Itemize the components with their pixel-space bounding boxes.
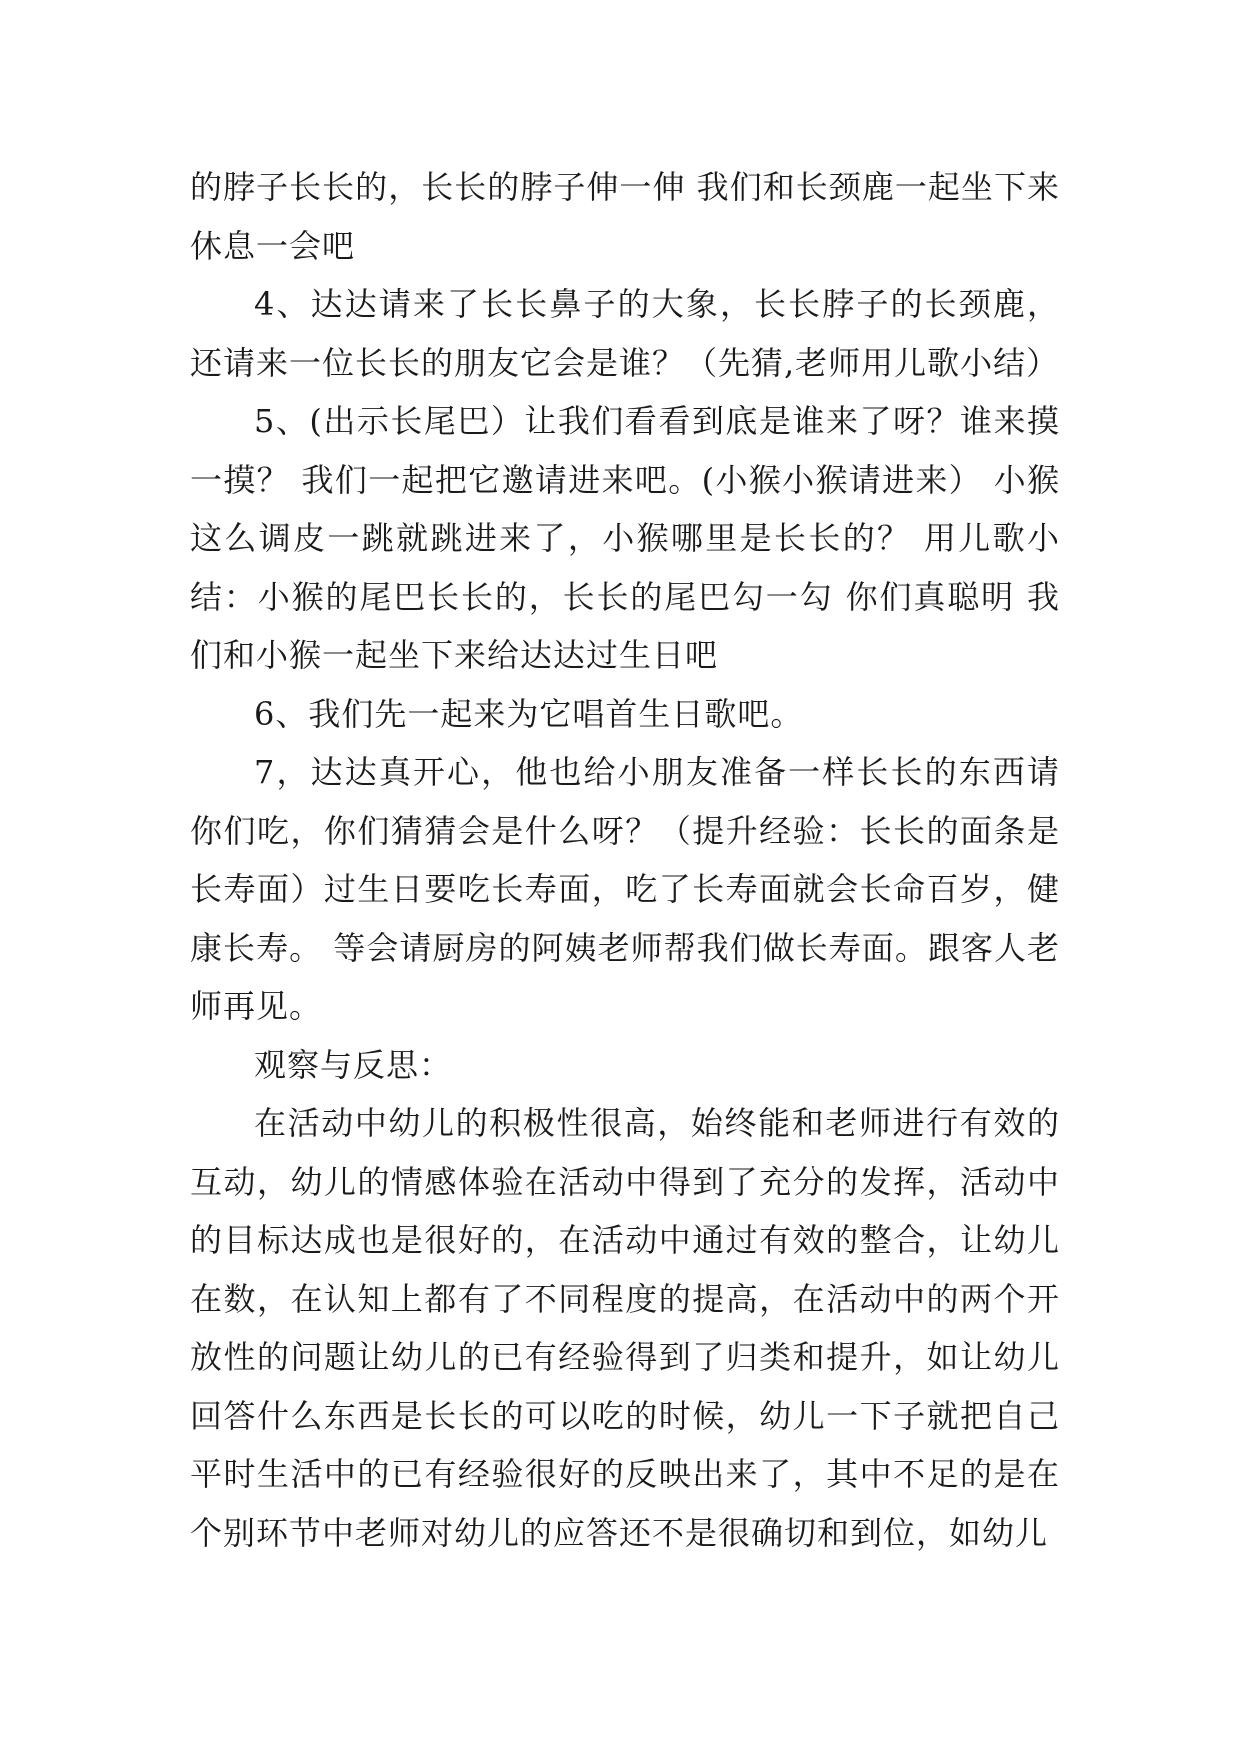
paragraph-6: 在活动中幼儿的积极性很高，始终能和老师进行有效的互动，幼儿的情感体验在活动中得到了充分的发挥，活动中的目标达成也是很好的，在活动中通过有效的整合，让幼儿在数，在认知上都有了不同程度的提高，在活动中的两个开放性的问题让幼儿的已有经验得到了归类和提升，如让幼儿回答什么东西是长长的可以吃的时候，幼儿一下子就把自己平时生活中的已有经验很好的反映出来了，其中不足的是在个别环节中老师对幼儿的应答还不是很确切和到位，如幼儿 [190, 1104, 1060, 1552]
document-body [190, 158, 1060, 1562]
paragraph-4: 6、我们先一起来为它唱首生日歌吧。 [254, 694, 804, 733]
paragraph-3: 5、(出示长尾巴）让我们看看到底是谁来了呀？谁来摸一摸？ 我们一起把它邀请进来吧。(小猴小猴请进来） 小猴这么调皮一跳就跳进来了，小猴哪里是长长的？ 用儿歌小结：小猴的尾巴长长的，长长的尾巴勾一勾 你们真聪明 我们和小猴一起坐下来给达达过生日吧 [190, 402, 1060, 674]
paragraph-2: 4、达达请来了长长鼻子的大象，长长脖子的长颈鹿，还请来一位长长的朋友它会是谁？（先猜,老师用儿歌小结） [190, 285, 1060, 382]
section-heading-observation: 观察与反思： [254, 1045, 453, 1084]
paragraph-5: 7，达达真开心，他也给小朋友准备一样长长的东西请你们吃，你们猜猜会是什么呀？（提升经验：长长的面条是长寿面）过生日要吃长寿面，吃了长寿面就会长命百岁，健康长寿。 等会请厨房的阿姨老师帮我们做长寿面。跟客人老师再见。 [190, 753, 1060, 1025]
paragraph-1: 的脖子长长的，长长的脖子伸一伸 我们和长颈鹿一起坐下来休息一会吧 [190, 168, 1060, 265]
